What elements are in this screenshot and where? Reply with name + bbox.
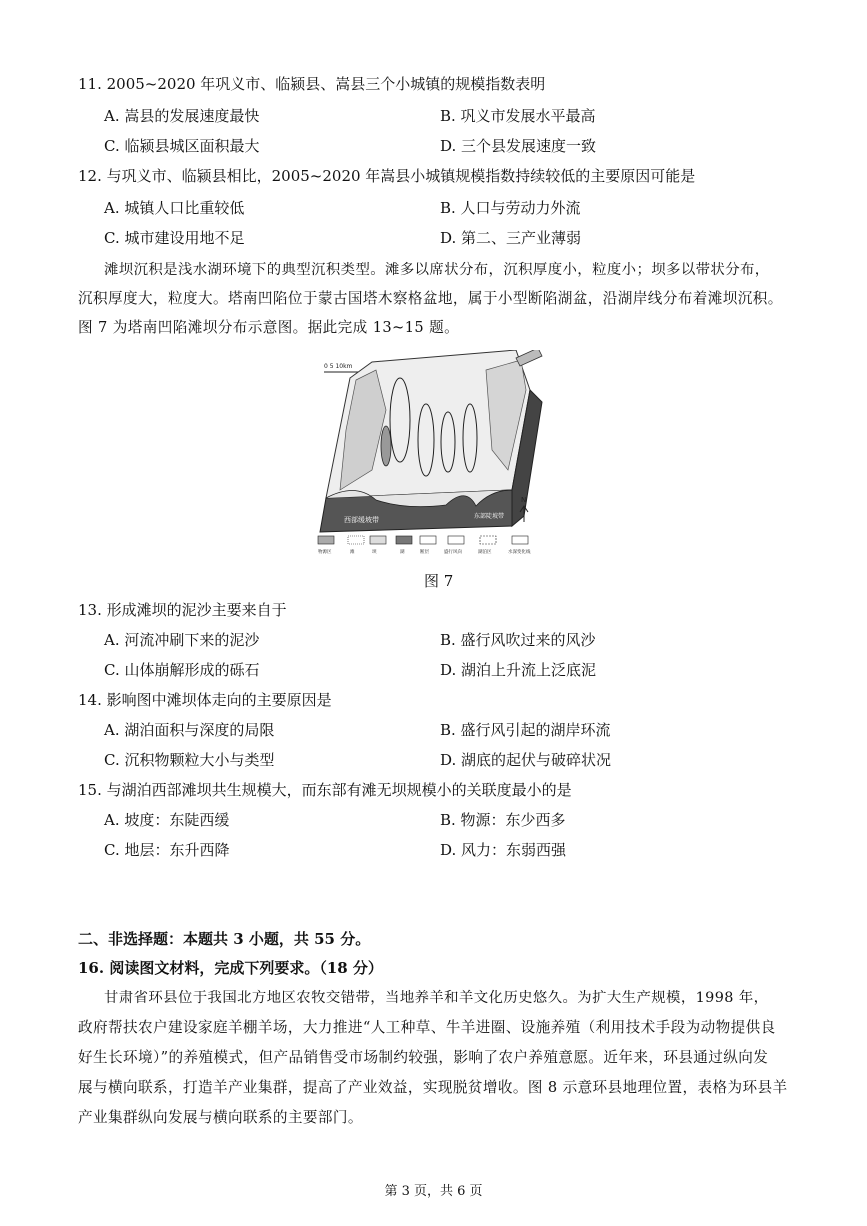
section-2-heading: 二、非选择题：本题共 3 小题，共 55 分。 [78,930,371,948]
legend-label: 湖泊区 [478,550,492,555]
legend-swatch [348,536,364,544]
q11-option-c: C. 临颍县城区面积最大 [104,137,260,155]
q13-option-d: D. 湖泊上升流上泛底泥 [440,661,597,679]
q14-option-a: A. 湖泊面积与深度的局限 [104,721,275,739]
q14-option-c: C. 沉积物颗粒大小与类型 [104,751,275,769]
east-slope-label: 东部陡坡带 [474,513,505,520]
q14-option-b: B. 盛行风引起的湖岸环流 [440,721,611,739]
q16-paragraph-line-4: 展与横向联系，打造羊产业集群，提高了产业效益，实现脱贫增收。图 8 示意环县地理位置，表格为环县羊 [78,1079,788,1096]
legend-swatch [420,536,436,544]
legend-swatch [396,536,412,544]
north-label: N [521,496,527,504]
question-12-stem: 12. 与巩义市、临颍县相比，2005~2020 年嵩县小城镇规模指数持续较低的主要原因可能是 [78,167,696,185]
q13-option-a: A. 河流冲刷下来的泥沙 [104,631,260,649]
legend-swatch [318,536,334,544]
passage-line-2: 沉积厚度大，粒度大。塔南凹陷位于蒙古国塔木察格盆地，属于小型断陷湖盆，沿湖岸线分布着滩坝沉积。 [78,290,783,307]
question-15-stem: 15. 与湖泊西部滩坝共生规模大，而东部有滩无坝规模小的关联度最小的是 [78,781,572,799]
legend-label: 坝 [372,550,377,555]
question-13-stem: 13. 形成滩坝的泥沙主要来自于 [78,601,287,619]
q13-option-b: B. 盛行风吹过来的风沙 [440,631,596,649]
legend-label: 断层 [420,550,429,555]
legend-label: 盛行风向 [444,550,462,555]
west-slope-label: 西部缓坡带 [344,516,379,524]
q16-paragraph-line-2: 政府帮扶农户建设家庭羊棚羊场，大力推进“人工种草、牛羊进圈、设施养殖（利用技术手段为动物提供良 [78,1019,776,1036]
q13-option-c: C. 山体崩解形成的砾石 [104,661,260,679]
q12-option-b: B. 人口与劳动力外流 [440,199,581,217]
question-16-heading: 16. 阅读图文材料，完成下列要求。（18 分） [78,959,383,977]
q15-option-a: A. 坡度：东陡西缓 [104,811,230,829]
q15-option-c: C. 地层：东升西降 [104,841,230,859]
q12-option-c: C. 城市建设用地不足 [104,229,245,247]
q15-option-b: B. 物源：东少西多 [440,811,566,829]
legend [318,536,531,555]
legend-label: 物源区 [318,550,332,555]
q12-option-d: D. 第二、三产业薄弱 [440,229,582,247]
q14-option-d: D. 湖底的起伏与破碎状况 [440,751,612,769]
passage-line-1: 滩坝沉积是浅水湖环境下的典型沉积类型。滩多以席状分布，沉积厚度小，粒度小；坝多以带状分布， [104,262,770,278]
legend-swatch [512,536,528,544]
question-14-stem: 14. 影响图中滩坝体走向的主要原因是 [78,691,332,709]
legend-label: 水深变化线 [508,550,531,555]
q11-option-a: A. 嵩县的发展速度最快 [104,107,260,125]
q16-paragraph-line-1: 甘肃省环县位于我国北方地区农牧交错带，当地养羊和羊文化历史悠久。为扩大生产规模，1998 年， [104,990,769,1006]
legend-label: 滩 [350,550,355,555]
q16-paragraph-line-5: 产业集群纵向发展与横向联系的主要部门。 [78,1109,363,1126]
q11-option-d: D. 三个县发展速度一致 [440,137,597,155]
wind-arrow-icon [516,350,542,366]
scale-text: 0 5 10km [324,363,353,370]
passage-line-3: 图 7 为塔南凹陷滩坝分布示意图。据此完成 13~15 题。 [78,319,460,336]
figure-7-caption: 图 7 [424,572,454,590]
figure-7-block-diagram [316,350,552,560]
legend-swatch [448,536,464,544]
q15-option-d: D. 风力：东弱西强 [440,841,567,859]
q12-option-a: A. 城镇人口比重较低 [104,199,245,217]
q16-paragraph-line-3: 好生长环境）”的养殖模式，但产品销售受市场制约较强，影响了农户养殖意愿。近年来，环县通过纵向发 [78,1049,769,1066]
q11-option-b: B. 巩义市发展水平最高 [440,107,596,125]
beach-shape [381,426,391,466]
legend-swatch [480,536,496,544]
figure-7-svg [316,350,552,560]
legend-swatch [370,536,386,544]
question-11-stem: 11. 2005~2020 年巩义市、临颍县、嵩县三个小城镇的规模指数表明 [78,75,546,93]
legend-label: 湖 [400,550,405,555]
page-footer: 第 3 页，共 6 页 [384,1184,483,1199]
